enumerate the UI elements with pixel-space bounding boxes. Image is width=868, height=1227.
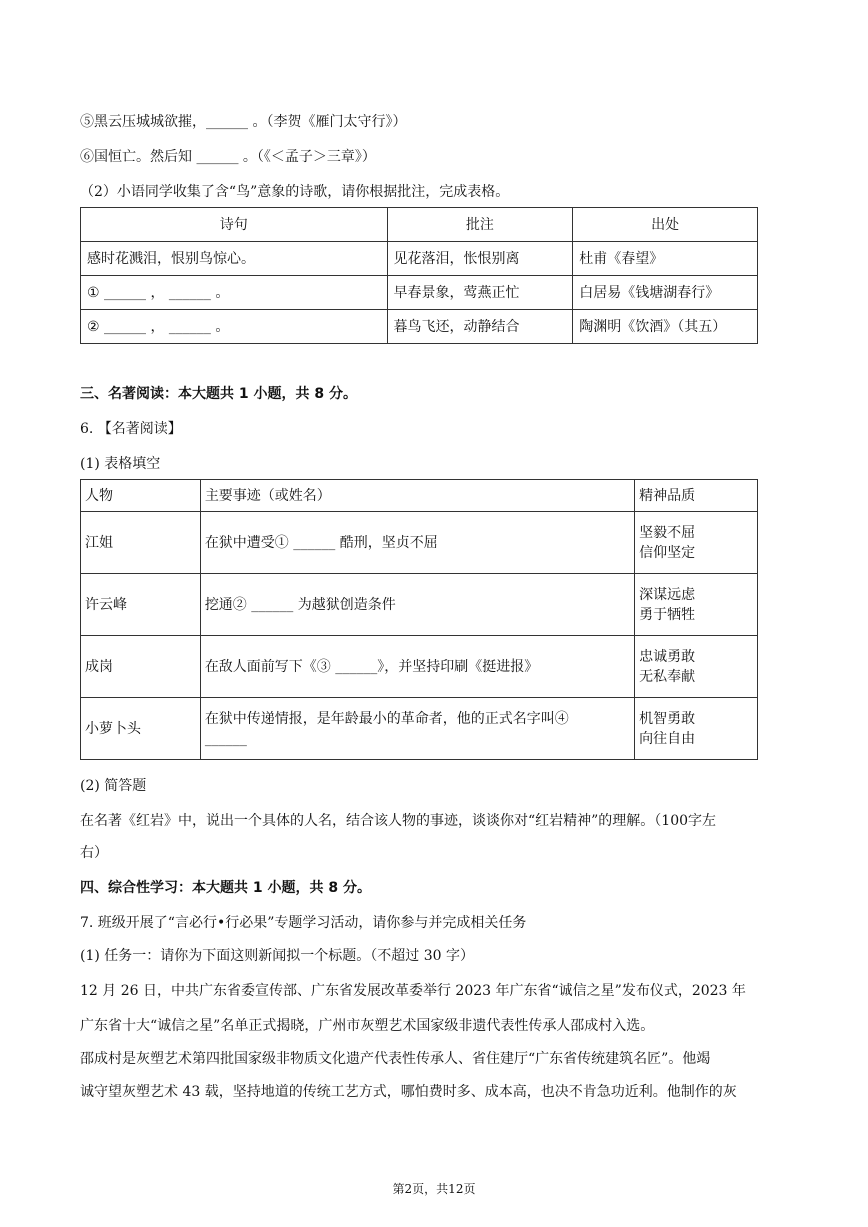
header-cell: 精神品质 (635, 480, 758, 512)
section-4-heading: 四、综合性学习：本大题共 1 小题，共 8 分。 (80, 880, 371, 896)
character-name: 小萝卜头 (81, 698, 201, 760)
short-answer-text: 在名著《红岩》中，说出一个具体的人名，结合该人物的事迹，谈谈你对“红岩精神”的理解。（100字左 (80, 813, 717, 829)
news-paragraph-line: 邵成村是灰塑艺术第四批国家级非物质文化遗产代表性传承人、省住建厅“广东省传统建筑名匠”。他竭 (80, 1051, 711, 1067)
source: 杜甫《春望》 (573, 242, 758, 276)
poem-line-blank[interactable]: ① ______ ， ______ 。 (81, 276, 388, 310)
news-paragraph-line: 12 月 26 日，中共广东省委宣传部、广东省发展改革委举行 2023 年广东省“诚信之星”发布仪式，2023 年 (80, 983, 746, 999)
annotation: 早春景象，莺燕正忙 (387, 276, 573, 310)
deed-blank[interactable]: 在敌人面前写下《③ ______》，并坚持印刷《挺进报》 (200, 636, 634, 698)
book-table (80, 479, 758, 760)
quality: 忠诚勇敢 (639, 648, 696, 665)
source: 陶渊明《饮酒》（其五） (573, 310, 758, 344)
header-cell: 人物 (81, 480, 201, 512)
news-paragraph-line: 广东省十大“诚信之星”名单正式揭晓，广州市灰塑艺术国家级非遗代表性传承人邵成村入选。 (80, 1018, 655, 1034)
table-row (81, 310, 758, 344)
task-1-prompt: (1) 任务一：请你为下面这则新闻拟一个标题。（不超过 30 字） (80, 948, 474, 964)
quality: 信仰坚定 (639, 544, 696, 561)
quality: 向往自由 (639, 730, 696, 747)
section-3-heading: 三、名著阅读：本大题共 1 小题，共 8 分。 (80, 386, 357, 402)
quality: 深谋远虑 (639, 586, 696, 603)
table-row (81, 698, 758, 760)
short-answer-label: (2) 简答题 (80, 778, 147, 794)
table-row (81, 242, 758, 276)
annotation: 暮鸟飞还，动静结合 (387, 310, 573, 344)
annotation: 见花落泪，怅恨别离 (387, 242, 573, 276)
character-name: 江姐 (81, 512, 201, 574)
source: 白居易《钱塘湖春行》 (573, 276, 758, 310)
news-paragraph-line: 诚守望灰塑艺术 43 载，坚持地道的传统工艺方式，哪怕费时多、成本高，也决不肯急功近利。他制作的灰 (80, 1084, 737, 1100)
poem-item-6: ⑥国恒亡。然后知 ______ 。（《＜孟子＞三章》） (80, 149, 376, 165)
table-row (81, 574, 758, 636)
question-6-title: 6. 【名著阅读】 (80, 421, 182, 437)
short-answer-text: 右） (80, 845, 108, 861)
poem-line: 感时花溅泪，恨别鸟惊心。 (81, 242, 388, 276)
quality: 机智勇敢 (639, 710, 696, 727)
header-cell: 诗句 (81, 208, 388, 242)
table-row (81, 276, 758, 310)
deed-blank-line[interactable]: ______ (204, 730, 247, 747)
deed-blank[interactable]: 挖通② ______ 为越狱创造条件 (200, 574, 634, 636)
sub-question-1: (1) 表格填空 (80, 456, 161, 472)
quality: 无私奉献 (639, 668, 696, 685)
table-row (81, 512, 758, 574)
deed-blank[interactable] (200, 698, 634, 760)
quality: 坚毅不屈 (639, 524, 696, 541)
character-name: 许云峰 (81, 574, 201, 636)
quality-cell (635, 698, 758, 760)
quality-cell (635, 574, 758, 636)
header-cell: 主要事迹（或姓名） (200, 480, 634, 512)
character-name: 成岗 (81, 636, 201, 698)
quality: 勇于牺牲 (639, 606, 696, 623)
deed-blank[interactable]: 在狱中遭受① ______ 酷刑，坚贞不屈 (200, 512, 634, 574)
question-2-prompt: （2）小语同学收集了含“鸟”意象的诗歌，请你根据批注，完成表格。 (80, 184, 510, 200)
poem-table (80, 207, 758, 344)
quality-cell (635, 512, 758, 574)
poem-item-5: ⑤黑云压城城欲摧，______ 。（李贺《雁门太守行》） (80, 114, 407, 130)
deed-text: 在狱中传递情报，是年龄最小的革命者，他的正式名字叫④ (204, 710, 569, 727)
page-number: 第2页，共12页 (392, 1182, 476, 1196)
question-7-title: 7. 班级开展了“言必行•行必果”专题学习活动，请你参与并完成相关任务 (80, 915, 527, 931)
table-header-row (81, 480, 758, 512)
poem-line-blank[interactable]: ② ______ ， ______ 。 (81, 310, 388, 344)
quality-cell (635, 636, 758, 698)
header-cell: 出处 (573, 208, 758, 242)
table-row (81, 636, 758, 698)
header-cell: 批注 (387, 208, 573, 242)
table-header-row (81, 208, 758, 242)
